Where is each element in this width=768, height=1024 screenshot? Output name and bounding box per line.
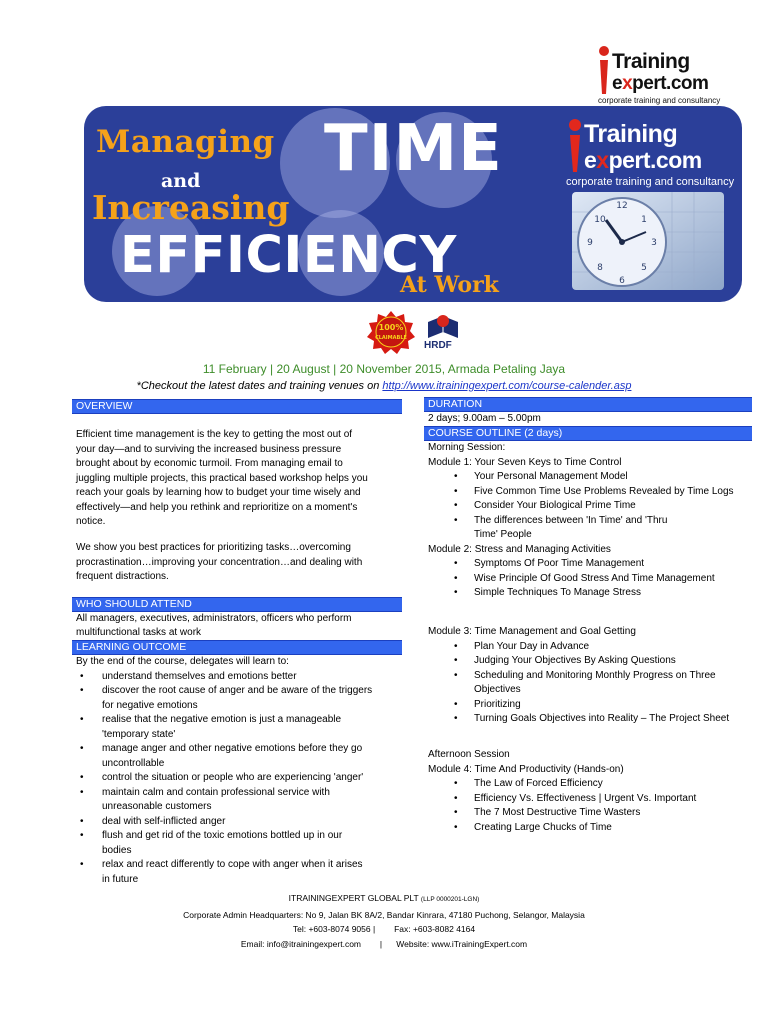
- course-outline-module-3: [428, 625, 758, 727]
- title-banner: [84, 106, 742, 302]
- clock-calendar-image: [572, 192, 724, 290]
- list-item: • Simple Techniques To Manage Stress: [428, 586, 758, 601]
- seal-text-claimable: CLAIMABLE: [375, 335, 407, 341]
- hrdf-logo: [420, 312, 468, 358]
- svg-text:5: 5: [641, 263, 647, 273]
- footer-phone: Tel: +603-8074 9056 | Fax: +603-8082 4164: [292, 924, 476, 934]
- list-item: • relax and react differently to cope with anger when it arises in future: [76, 858, 406, 887]
- list-item: • The 7 Most Destructive Time Wasters: [428, 806, 758, 821]
- logo-tagline: corporate training and consultancy: [598, 96, 721, 105]
- list-item: • Five Common Time Use Problems Revealed by Time Logs: [428, 485, 758, 500]
- list-item: • Symptoms Of Poor Time Management: [428, 557, 758, 572]
- banner-logo-tagline: corporate training and consultancy: [566, 176, 735, 188]
- list-item: • The differences between 'In Time' and 'Thru Time' People: [428, 514, 758, 543]
- banner-managing: Managing: [96, 124, 275, 160]
- module-4-title: Module 4: Time And Productivity (Hands-on): [428, 763, 624, 775]
- list-item: • Turning Goals Objectives into Reality – The Project Sheet: [428, 712, 758, 727]
- module-3-title: Module 3: Time Management and Goal Getting: [428, 626, 636, 637]
- overview-paragraph-2: We show you best practices for prioritizing tasks…overcoming procrastination…improving your concentration…and dealing with frequent distractions.: [76, 542, 363, 582]
- course-outline-afternoon: [428, 748, 758, 835]
- logo-i-mark: [596, 44, 612, 100]
- banner-logo-expert: expert.com: [584, 147, 702, 173]
- banner-and: and: [161, 170, 201, 192]
- banner-efficiency: EFFICIENCY: [120, 226, 457, 285]
- checkout-text: *Checkout the latest dates and training venues on: [136, 380, 383, 392]
- svg-text:1: 1: [641, 215, 647, 225]
- claimable-seal-icon: [366, 310, 416, 354]
- learning-outcome-list: [76, 655, 406, 887]
- overview-heading: OVERVIEW: [72, 399, 402, 414]
- module-2-title: Module 2: Stress and Managing Activities: [428, 543, 611, 555]
- learning-intro: By the end of the course, delegates will learn to:: [76, 656, 289, 667]
- logo-word-training: Training: [612, 50, 690, 73]
- course-outline-heading: COURSE OUTLINE (2 days): [424, 426, 752, 441]
- list-item: • control the situation or people who are experiencing 'anger': [76, 771, 406, 786]
- svg-text:9: 9: [587, 238, 593, 248]
- list-item: • discover the root cause of anger and be aware of the triggers for negative emotions: [76, 684, 406, 713]
- svg-text:12: 12: [616, 201, 628, 211]
- list-item: • realise that the negative emotion is just a manageable 'temporary state': [76, 713, 406, 742]
- banner-increasing: Increasing: [92, 188, 290, 227]
- list-item: • Plan Your Day in Advance: [428, 640, 758, 655]
- morning-session-label: Morning Session:: [428, 442, 506, 453]
- list-item: • Prioritizing: [428, 698, 758, 713]
- svg-text:10: 10: [594, 215, 606, 225]
- checkout-note: [0, 380, 768, 392]
- logo-word-expert: expert.com: [612, 73, 709, 94]
- list-item: • Your Personal Management Model: [428, 470, 758, 485]
- footer-company: ITRAININGEXPERT GLOBAL PLT (LLP 0000201-LGN): [288, 893, 480, 903]
- who-should-attend-heading: WHO SHOULD ATTEND: [72, 597, 402, 612]
- event-dates: 11 February | 20 August | 20 November 2015, Armada Petaling Jaya: [202, 362, 566, 376]
- list-item: • manage anger and other negative emotions before they go uncontrollable: [76, 742, 406, 771]
- list-item: • Judging Your Objectives By Asking Questions: [428, 654, 758, 669]
- banner-time: TIME: [324, 112, 503, 186]
- hrdf-text: HRDF: [424, 340, 452, 351]
- afternoon-session-label: Afternoon Session: [428, 749, 510, 760]
- module-1-title: Module 1: Your Seven Keys to Time Control: [428, 456, 622, 468]
- duration-heading: DURATION: [424, 397, 752, 412]
- course-outline-morning: [428, 441, 758, 601]
- company-logo: [596, 44, 726, 108]
- list-item: • Efficiency Vs. Effectiveness | Urgent Vs. Important: [428, 792, 758, 807]
- banner-at-work: At Work: [400, 272, 499, 298]
- learning-outcome-heading: LEARNING OUTCOME: [72, 640, 402, 655]
- svg-text:6: 6: [619, 276, 625, 286]
- course-calendar-link[interactable]: http://www.itrainingexpert.com/course-calender.asp: [382, 380, 632, 392]
- hrdf-book-icon: [426, 312, 460, 340]
- footer-email-website: Email: info@itrainingexpert.com | Website: www.iTrainingExpert.com: [240, 938, 528, 949]
- list-item: • Consider Your Biological Prime Time: [428, 499, 758, 514]
- duration-text: 2 days; 9.00am – 5.00pm: [428, 413, 541, 424]
- svg-text:8: 8: [597, 263, 603, 273]
- footer-address: Corporate Admin Headquarters: No 9, Jalan BK 8A/2, Bandar Kinrara, 47180 Puchong, Selangor, Malaysia: [183, 909, 585, 920]
- list-item: • The Law of Forced Efficiency: [428, 777, 758, 792]
- list-item: • flush and get rid of the toxic emotions bottled up in our bodies: [76, 829, 406, 858]
- footer: [0, 891, 768, 951]
- list-item: • understand themselves and emotions better: [76, 670, 406, 685]
- list-item: • Scheduling and Monitoring Monthly Progress on Three Objectives: [428, 669, 758, 698]
- banner-logo-training: Training: [584, 120, 678, 148]
- who-should-attend-text: All managers, executives, administrators, officers who perform multifunctional tasks at work: [76, 613, 352, 638]
- list-item: • Creating Large Chucks of Time: [428, 821, 758, 836]
- banner-logo-i-mark: [566, 118, 584, 174]
- seal-text-percent: 100%: [378, 323, 404, 332]
- list-item: • maintain calm and contain professional service with unreasonable customers: [76, 786, 406, 815]
- list-item: • deal with self-inflicted anger: [76, 815, 406, 830]
- svg-text:3: 3: [651, 238, 657, 248]
- overview-paragraph-1: Efficient time management is the key to getting the most out of your day—and to surviving the increased business pressure brought about by economic turmoil. From managing email to juggling multiple projects, this practical based workshop helps you reach your goals by learning how to budget your time wisely and effectively—and help you rethink and reprioritize on a moment's notice.: [76, 429, 368, 527]
- list-item: • Wise Principle Of Good Stress And Time Management: [428, 572, 758, 587]
